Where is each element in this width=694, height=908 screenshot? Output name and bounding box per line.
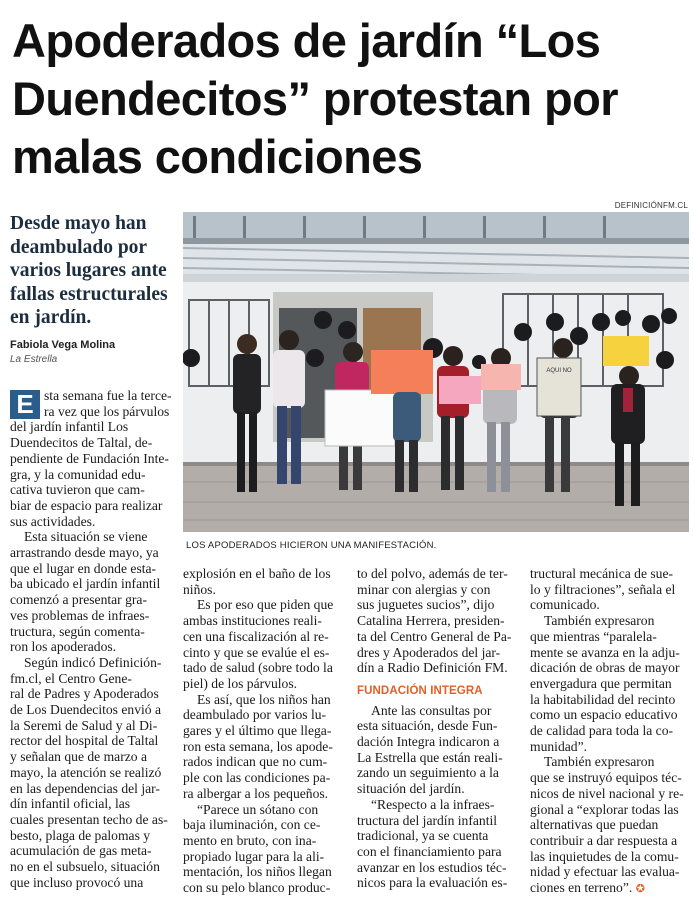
text-line: esta situación, desde Fun- (357, 718, 498, 734)
text-line (530, 880, 690, 898)
text-line: dín a Radio Definición FM. (357, 660, 508, 676)
text-line: rados indican que no cum- (183, 754, 328, 770)
text-line: en las dependencias del jar- (10, 780, 160, 796)
text-line: alternativas que puedan (530, 817, 659, 833)
subhead (10, 212, 180, 330)
text-line: mayo, la atención se realizó (10, 764, 162, 780)
text-line: comenzó a presentar gra- (10, 592, 147, 608)
article-column-2 (183, 566, 347, 896)
subhead-line: fallas estructurales (10, 283, 168, 305)
text-line: contribuir a dar respuesta a (530, 832, 678, 848)
text-line: Es así, que los niños han (197, 691, 331, 707)
headline-line: Apoderados de jardín “Los (12, 14, 601, 67)
subhead-line: Desde mayo han (10, 213, 147, 234)
text-line: envergadura que permitan (530, 675, 672, 691)
text-line: sus juguetes sucios”, dijo (357, 597, 495, 613)
text-line: nidad y efectuar las evalua- (530, 864, 680, 880)
text-line: con su pelo blanco produc- (183, 880, 331, 896)
text-line: la habitabilidad del recinto (530, 691, 676, 707)
text-line: dación Integra indicaron a (357, 734, 500, 750)
text-line: como un espacio educativo (530, 707, 678, 723)
text-line: También expresaron (544, 613, 655, 629)
text-line: avanzar en los estudios téc- (357, 859, 507, 875)
text-line: comunicado. (530, 597, 600, 613)
text-line: ambas instituciones reali- (183, 613, 322, 629)
text-line: sus actividades. (10, 513, 96, 529)
text-line: gional a “explorar todas las (530, 801, 679, 817)
text-line: Duendecitos de Taltal, de- (10, 435, 153, 451)
sign-text: AQUI NO (546, 368, 572, 374)
section-heading: FUNDACIÓN INTEGRA (357, 684, 483, 697)
lead-paragraph (10, 388, 178, 419)
text-line: cen una fiscalización al re- (183, 628, 329, 644)
subhead-line: varios lugares ante (10, 260, 167, 281)
text-line: mentación, los niños llegan (183, 864, 332, 880)
text-line: mente se avanza en la adju- (530, 644, 680, 660)
text-line: munidad”. (530, 738, 588, 754)
text-line: tructura del jardín infantil (357, 812, 498, 828)
text-line: rector del hospital de Taltal (10, 733, 159, 749)
text-line: deambulado por varios lu- (183, 707, 327, 723)
text-line: minar con alergias y con (357, 581, 491, 597)
text-line: ra vez que los párvulos (44, 403, 170, 419)
text-line: Ante las consultas por (371, 702, 492, 718)
text-line: gra, y la comunidad edu- (10, 466, 146, 482)
text-line: las inquietudes de la comu- (530, 848, 679, 864)
text-line: ral de Padres y Apoderados (10, 686, 159, 702)
text-line: fm.cl, el Centro Gene- (10, 670, 132, 686)
text-line: dín infantil oficial, las (10, 796, 131, 812)
text-line: nicos de nivel nacional y re- (530, 785, 684, 801)
text-line: cuales presentan techo de as- (10, 811, 168, 827)
text-line: cinto y que se evalúe el es- (183, 644, 330, 660)
text-line: nicos para la evaluación es- (357, 875, 508, 891)
text-line: ron los apoderados. (10, 639, 117, 655)
drop-cap: E (10, 390, 40, 419)
photo-caption: LOS APODERADOS HICIERON UNA MANIFESTACIÓN. (186, 540, 437, 551)
text-line: propiado lugar para la ali- (183, 848, 325, 864)
subhead-line: deambulado por (10, 236, 148, 258)
text-line: que incluso provocó una (10, 874, 144, 890)
text-line: tructural mecánica de sue- (530, 566, 674, 581)
text-line: ves problemas de infraes- (10, 607, 150, 623)
text-line: de calidad para toda la co- (530, 723, 674, 739)
text-line: También expresaron (544, 754, 655, 770)
article-column-3 (357, 566, 519, 891)
byline-author: Fabiola Vega Molina (10, 339, 116, 351)
text-line: mento en bruto, con ina- (183, 832, 317, 848)
text-line: que mientras “paralela- (530, 628, 657, 644)
text-line: gares y el último que llega- (183, 723, 332, 739)
photo-credit: DEFINICIÓNFM.CL (614, 201, 688, 210)
article-column-1 (10, 388, 178, 891)
text-line: piel) de los párvulos. (183, 675, 298, 691)
text-line: dicación de obras de mayor (530, 660, 680, 676)
headline-line: Duendecitos” protestan por (12, 72, 618, 125)
text-line: situación del jardín. (357, 781, 465, 797)
text-line: ra albergar a los pequeños. (183, 785, 329, 801)
text-line: tradicional, ya se cuenta (357, 828, 489, 844)
text-line: Catalina Herrera, presiden- (357, 613, 505, 629)
news-photo (183, 212, 689, 532)
text-line: pendiente de Fundación Inte- (10, 450, 169, 466)
text-line: “Parece un sótano con (197, 801, 319, 817)
text-line: zando un seguimiento a la (357, 765, 499, 781)
article-column-4 (530, 566, 690, 898)
text-line: Esta situación se viene (24, 529, 148, 545)
text-line: que el lugar en donde esta- (10, 560, 157, 576)
text-line: y señalan que de marzo a (10, 749, 148, 765)
text-line: ba ubicado el jardín infantil (10, 576, 161, 592)
text-line: explosión en el baño de los (183, 566, 331, 581)
text-line: besto, plaga de palomas y (10, 827, 151, 843)
text-line: biar de espacio para realizar (10, 497, 163, 513)
headline (12, 12, 684, 186)
text-line: baja iluminación, con ce- (183, 817, 321, 833)
text-line: lo y filtraciones”, señala el (530, 581, 676, 597)
text-line: ron esta semana, los apode- (183, 738, 333, 754)
text-line: tado de salud (sobre todo la (183, 660, 333, 676)
subhead-line: en jardín. (10, 307, 92, 328)
headline-line: malas condiciones (12, 130, 423, 183)
text-line: La Estrella que están reali- (357, 749, 503, 765)
end-mark-icon: ✪ (635, 883, 645, 896)
text-line: Según indicó Definición- (24, 654, 162, 670)
text-line: “Respecto a la infraes- (371, 796, 495, 812)
closing-text: ciones en terreno”. (530, 880, 633, 896)
text-line: de Los Duendecitos envió a (10, 702, 161, 718)
text-line: ple con las condiciones pa- (183, 770, 331, 786)
text-line: niños. (183, 581, 216, 597)
text-line: tructura, según comenta- (10, 623, 145, 639)
text-line: arrastrando desde mayo, ya (10, 545, 159, 561)
text-line: Es por eso que piden que (197, 597, 334, 613)
byline-outlet: La Estrella (10, 354, 58, 365)
text-line: acumulación de gas meta- (10, 843, 152, 859)
text-line: la Seremi de Salud y al Di- (10, 717, 158, 733)
text-line: cativa tuvieron que cam- (10, 482, 145, 498)
text-line: no en el subsuelo, situación (10, 859, 160, 875)
text-line: dres y Apoderados del jar- (357, 644, 501, 660)
text-line: del jardín infantil Los (10, 419, 129, 435)
text-line: ta del Centro General de Pa- (357, 628, 512, 644)
text-line: con el financiamiento para (357, 843, 502, 859)
text-line: sta semana fue la terce- (44, 388, 172, 403)
text-line: to del polvo, además de ter- (357, 566, 508, 581)
text-line: que se instruyó equipos téc- (530, 770, 682, 786)
